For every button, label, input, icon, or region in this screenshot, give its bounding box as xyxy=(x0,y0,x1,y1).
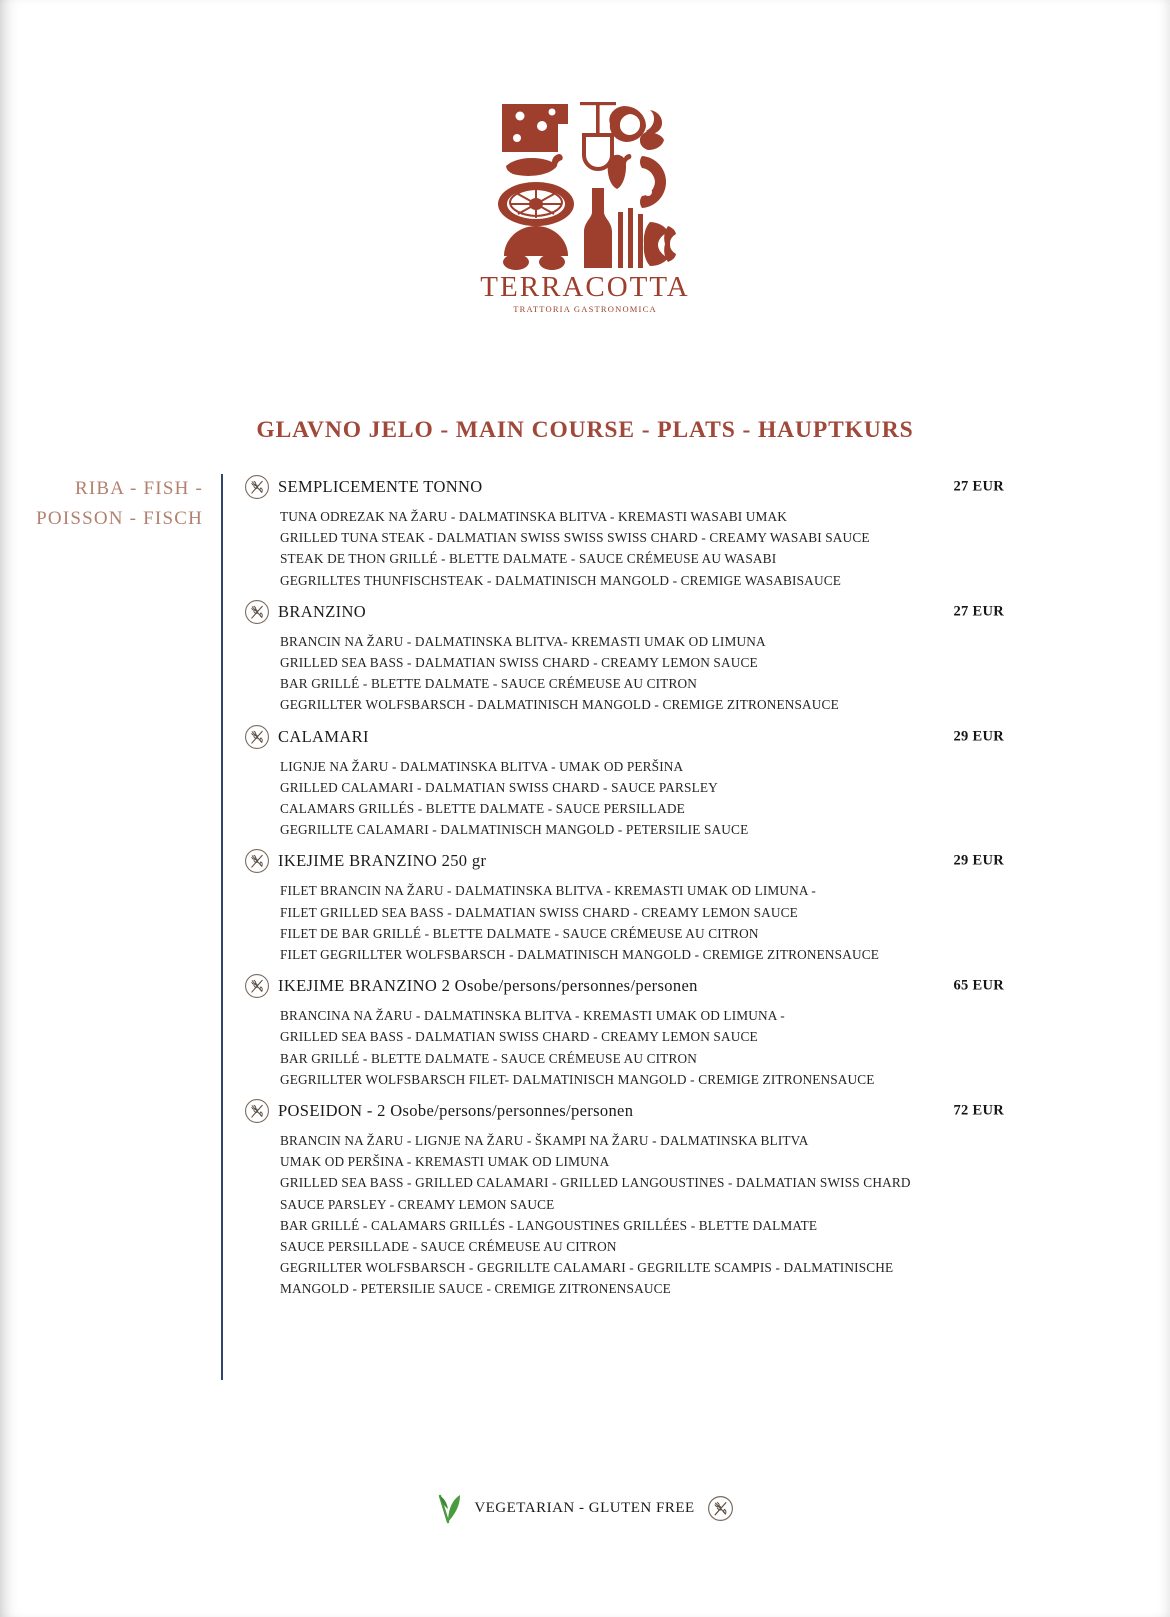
description-line: GRILLED SEA BASS - GRILLED CALAMARI - GRILLED LANGOUSTINES - DALMATIAN SWISS CHARD xyxy=(280,1175,911,1191)
logo-tagline: TRATTORIA GASTRONOMICA xyxy=(513,304,657,314)
gluten-free-icon xyxy=(244,973,270,999)
menu-item-price: 27 EUR xyxy=(953,603,1004,620)
menu-item-description xyxy=(244,631,1004,716)
menu-item-price: 29 EUR xyxy=(953,852,1004,869)
menu-item-description xyxy=(244,506,1004,591)
menu-item-name: POSEIDON - 2 Osobe/persons/personnes/personen xyxy=(278,1101,634,1121)
menu-item xyxy=(244,973,1004,1090)
description-line: GEGRILLTER WOLFSBARSCH - DALMATINISCH MANGOLD - CREMIGE ZITRONENSAUCE xyxy=(280,697,839,713)
page-title: GLAVNO JELO - MAIN COURSE - PLATS - HAUPTKURS xyxy=(256,417,914,443)
description-line: FILET GEGRILLTER WOLFSBARSCH - DALMATINISCH MANGOLD - CREMIGE ZITRONENSAUCE xyxy=(280,947,880,963)
description-line: BAR GRILLÉ - BLETTE DALMATE - SAUCE CRÉMEUSE AU CITRON xyxy=(280,676,697,692)
gluten-free-icon xyxy=(244,724,270,750)
description-line: UMAK OD PERŠINA - KREMASTI UMAK OD LIMUNA xyxy=(280,1154,610,1170)
logo-wordmark: TERRACOTTA xyxy=(480,271,690,303)
vertical-divider xyxy=(221,474,223,1380)
description-line: LIGNJE NA ŽARU - DALMATINSKA BLITVA - UMAK OD PERŠINA xyxy=(280,758,684,774)
menu-item-price: 27 EUR xyxy=(953,478,1004,495)
category-label-line-1: RIBA - FISH - xyxy=(74,478,203,499)
menu-item-header xyxy=(244,973,1004,999)
menu-item xyxy=(244,1098,1004,1300)
description-line: BRANCIN NA ŽARU - DALMATINSKA BLITVA- KREMASTI UMAK OD LIMUNA xyxy=(280,633,766,649)
gluten-free-icon xyxy=(244,1098,270,1124)
description-line: GRILLED SEA BASS - DALMATIAN SWISS CHARD - CREAMY LEMON SAUCE xyxy=(280,1029,758,1045)
menu-item-price: 29 EUR xyxy=(953,728,1004,745)
description-line: SAUCE PERSILLADE - SAUCE CRÉMEUSE AU CITRON xyxy=(280,1239,617,1255)
menu-item xyxy=(244,474,1004,591)
description-line: MANGOLD - PETERSILIE SAUCE - CREMIGE ZITRONENSAUCE xyxy=(280,1281,671,1297)
menu-item-list xyxy=(244,474,1004,1308)
menu-item-name: IKEJIME BRANZINO 250 gr xyxy=(278,851,487,871)
description-line: GEGRILLTE CALAMARI - DALMATINISCH MANGOLD - PETERSILIE SAUCE xyxy=(280,822,749,838)
legend-text: VEGETARIAN - GLUTEN FREE xyxy=(474,1499,695,1516)
legend xyxy=(0,1492,1170,1524)
category-label-line-2: POISSON - FISCH xyxy=(36,508,203,529)
menu-item-header xyxy=(244,474,1004,500)
description-line: SAUCE PARSLEY - CREAMY LEMON SAUCE xyxy=(280,1196,555,1212)
menu-item-name: BRANZINO xyxy=(278,601,367,621)
menu-item-name: CALAMARI xyxy=(278,726,369,746)
menu-item-description xyxy=(244,756,1004,841)
gluten-free-icon xyxy=(707,1495,734,1522)
description-line: BAR GRILLÉ - BLETTE DALMATE - SAUCE CRÉMEUSE AU CITRON xyxy=(280,1050,697,1066)
description-line: FILET BRANCIN NA ŽARU - DALMATINSKA BLITVA - KREMASTI UMAK OD LIMUNA - xyxy=(280,883,816,899)
menu-item-name: SEMPLICEMENTE TONNO xyxy=(278,477,483,496)
menu-item-header xyxy=(244,848,1004,874)
description-line: FILET DE BAR GRILLÉ - BLETTE DALMATE - SAUCE CRÉMEUSE AU CITRON xyxy=(280,925,759,941)
description-line: CALAMARS GRILLÉS - BLETTE DALMATE - SAUCE PERSILLADE xyxy=(280,801,685,817)
description-line: GRILLED TUNA STEAK - DALMATIAN SWISS SWISS SWISS CHARD - CREAMY WASABI SAUCE xyxy=(280,530,870,546)
description-line: GRILLED CALAMARI - DALMATIAN SWISS CHARD - SAUCE PARSLEY xyxy=(280,779,718,795)
menu-item xyxy=(244,848,1004,965)
menu-item-header xyxy=(244,1098,1004,1124)
gluten-free-icon xyxy=(244,848,270,874)
menu-item-description xyxy=(244,1130,1004,1300)
description-line: BAR GRILLÉ - CALAMARS GRILLÉS - LANGOUSTINES GRILLÉES - BLETTE DALMATE xyxy=(280,1217,818,1233)
menu-item-price: 65 EUR xyxy=(953,977,1004,994)
restaurant-logo xyxy=(0,96,1170,314)
menu-item-header xyxy=(244,599,1004,625)
menu-item-description xyxy=(244,880,1004,965)
menu-item-description xyxy=(244,1005,1004,1090)
menu-item xyxy=(244,724,1004,841)
description-line: STEAK DE THON GRILLÉ - BLETTE DALMATE - SAUCE CRÉMEUSE AU WASABI xyxy=(280,551,777,567)
menu-item-price: 72 EUR xyxy=(953,1102,1004,1119)
description-line: TUNA ODREZAK NA ŽARU - DALMATINSKA BLITVA - KREMASTI WASABI UMAK xyxy=(280,509,788,524)
description-line: FILET GRILLED SEA BASS - DALMATIAN SWISS CHARD - CREAMY LEMON SAUCE xyxy=(280,904,798,920)
menu-item xyxy=(244,599,1004,716)
menu-item-name: IKEJIME BRANZINO 2 Osobe/persons/personnes/personen xyxy=(278,976,698,996)
description-line: GRILLED SEA BASS - DALMATIAN SWISS CHARD - CREAMY LEMON SAUCE xyxy=(280,655,758,671)
description-line: GEGRILLTER WOLFSBARSCH - GEGRILLTE CALAMARI - GEGRILLTE SCAMPIS - DALMATINISCHE xyxy=(280,1260,894,1276)
description-line: GEGRILLTES THUNFISCHSTEAK - DALMATINISCH MANGOLD - CREMIGE WASABISAUCE xyxy=(280,572,841,588)
gluten-free-icon xyxy=(244,599,270,625)
description-line: GEGRILLTER WOLFSBARSCH FILET- DALMATINISCH MANGOLD - CREMIGE ZITRONENSAUCE xyxy=(280,1071,875,1087)
menu-item-header xyxy=(244,724,1004,750)
description-line: BRANCINA NA ŽARU - DALMATINSKA BLITVA - KREMASTI UMAK OD LIMUNA - xyxy=(280,1008,785,1024)
logo-illustration-icon xyxy=(490,96,680,271)
leaf-sprout-icon xyxy=(436,1492,462,1524)
gluten-free-icon xyxy=(244,474,270,500)
category-label xyxy=(18,474,203,534)
description-line: BRANCIN NA ŽARU - LIGNJE NA ŽARU - ŠKAMPI NA ŽARU - DALMATINSKA BLITVA xyxy=(280,1133,809,1149)
